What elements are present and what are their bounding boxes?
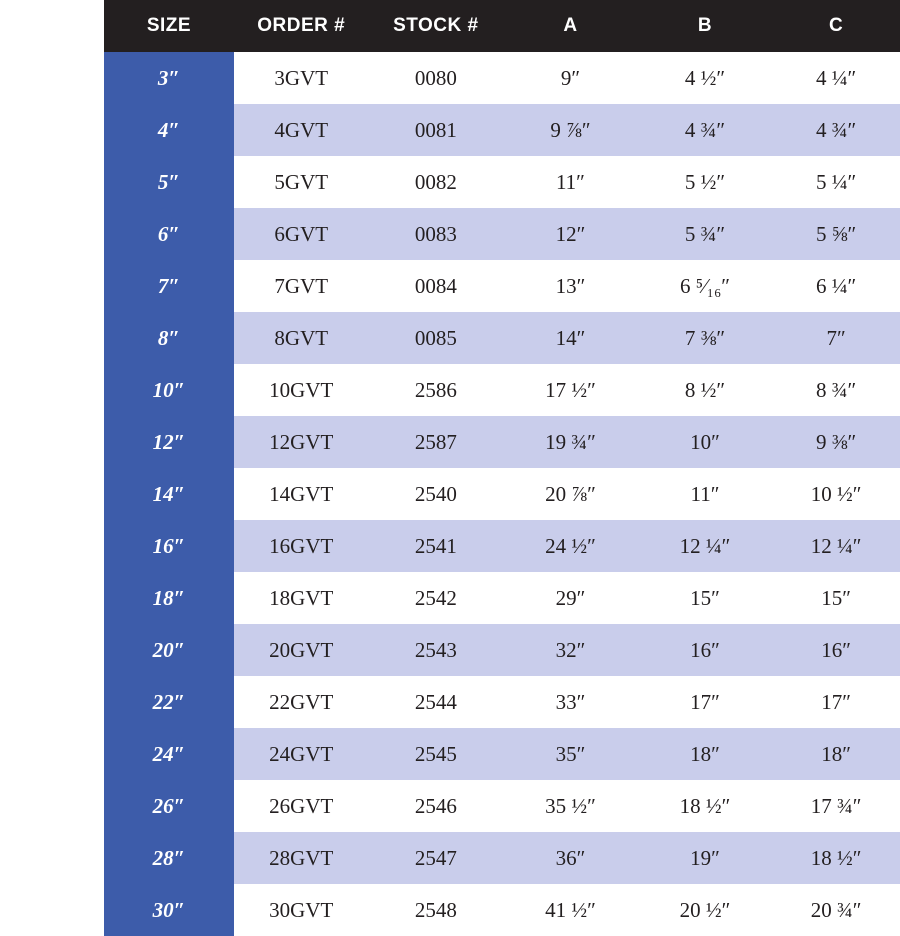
cell-dimension-b: 4 ¾″ xyxy=(638,104,773,156)
cell-stock-number: 0080 xyxy=(369,52,504,104)
cell-dimension-c: 5 ¼″ xyxy=(772,156,900,208)
cell-stock-number: 0085 xyxy=(369,312,504,364)
cell-dimension-a: 35″ xyxy=(503,728,638,780)
cell-size: 8″ xyxy=(104,312,234,364)
cell-dimension-a: 11″ xyxy=(503,156,638,208)
cell-order-number: 22GVT xyxy=(234,676,369,728)
cell-dimension-a: 20 ⅞″ xyxy=(503,468,638,520)
cell-size: 28″ xyxy=(104,832,234,884)
cell-stock-number: 0083 xyxy=(369,208,504,260)
cell-dimension-b: 6 ⁵⁄₁₆″ xyxy=(638,260,773,312)
cell-size: 3″ xyxy=(104,52,234,104)
cell-stock-number: 2587 xyxy=(369,416,504,468)
table-row xyxy=(104,572,900,624)
cell-stock-number: 0082 xyxy=(369,156,504,208)
cell-stock-number: 2540 xyxy=(369,468,504,520)
cell-dimension-b: 4 ½″ xyxy=(638,52,773,104)
cell-dimension-b: 11″ xyxy=(638,468,773,520)
table-row xyxy=(104,624,900,676)
cell-stock-number: 2546 xyxy=(369,780,504,832)
cell-stock-number: 2545 xyxy=(369,728,504,780)
cell-dimension-c: 4 ¾″ xyxy=(772,104,900,156)
cell-order-number: 26GVT xyxy=(234,780,369,832)
cell-dimension-b: 5 ½″ xyxy=(638,156,773,208)
table-row xyxy=(104,728,900,780)
table-row xyxy=(104,468,900,520)
cell-dimension-a: 19 ¾″ xyxy=(503,416,638,468)
cell-dimension-a: 41 ½″ xyxy=(503,884,638,936)
cell-size: 20″ xyxy=(104,624,234,676)
cell-order-number: 14GVT xyxy=(234,468,369,520)
column-header-stock-number: STOCK # xyxy=(369,0,504,52)
table-row xyxy=(104,416,900,468)
table-row xyxy=(104,260,900,312)
table-row xyxy=(104,364,900,416)
cell-dimension-b: 12 ¼″ xyxy=(638,520,773,572)
cell-dimension-b: 7 ⅜″ xyxy=(638,312,773,364)
cell-stock-number: 2586 xyxy=(369,364,504,416)
cell-order-number: 10GVT xyxy=(234,364,369,416)
cell-order-number: 24GVT xyxy=(234,728,369,780)
cell-dimension-a: 12″ xyxy=(503,208,638,260)
cell-dimension-b: 20 ½″ xyxy=(638,884,773,936)
cell-dimension-c: 8 ¾″ xyxy=(772,364,900,416)
cell-dimension-a: 33″ xyxy=(503,676,638,728)
table-row xyxy=(104,520,900,572)
cell-size: 6″ xyxy=(104,208,234,260)
cell-dimension-c: 6 ¼″ xyxy=(772,260,900,312)
cell-dimension-a: 32″ xyxy=(503,624,638,676)
cell-size: 24″ xyxy=(104,728,234,780)
cell-size: 26″ xyxy=(104,780,234,832)
cell-dimension-c: 18 ½″ xyxy=(772,832,900,884)
table-row xyxy=(104,156,900,208)
cell-dimension-c: 17″ xyxy=(772,676,900,728)
table-row xyxy=(104,832,900,884)
cell-dimension-b: 17″ xyxy=(638,676,773,728)
cell-dimension-b: 18″ xyxy=(638,728,773,780)
cell-dimension-c: 17 ¾″ xyxy=(772,780,900,832)
cell-dimension-b: 18 ½″ xyxy=(638,780,773,832)
cell-stock-number: 0084 xyxy=(369,260,504,312)
cell-order-number: 16GVT xyxy=(234,520,369,572)
cell-order-number: 30GVT xyxy=(234,884,369,936)
cell-dimension-c: 7″ xyxy=(772,312,900,364)
cell-stock-number: 2547 xyxy=(369,832,504,884)
cell-dimension-a: 14″ xyxy=(503,312,638,364)
cell-dimension-b: 15″ xyxy=(638,572,773,624)
cell-dimension-b: 8 ½″ xyxy=(638,364,773,416)
table-row xyxy=(104,104,900,156)
column-header-a: A xyxy=(503,0,638,52)
cell-size: 4″ xyxy=(104,104,234,156)
cell-order-number: 8GVT xyxy=(234,312,369,364)
cell-dimension-a: 13″ xyxy=(503,260,638,312)
table-row xyxy=(104,884,900,936)
cell-dimension-a: 24 ½″ xyxy=(503,520,638,572)
cell-size: 14″ xyxy=(104,468,234,520)
table-row xyxy=(104,780,900,832)
column-header-b: B xyxy=(638,0,773,52)
cell-stock-number: 2548 xyxy=(369,884,504,936)
cell-dimension-c: 5 ⅝″ xyxy=(772,208,900,260)
cell-order-number: 7GVT xyxy=(234,260,369,312)
cell-size: 30″ xyxy=(104,884,234,936)
cell-dimension-c: 12 ¼″ xyxy=(772,520,900,572)
cell-dimension-b: 19″ xyxy=(638,832,773,884)
cell-order-number: 20GVT xyxy=(234,624,369,676)
cell-size: 10″ xyxy=(104,364,234,416)
column-header-c: C xyxy=(772,0,900,52)
header-row xyxy=(104,0,900,52)
cell-dimension-b: 10″ xyxy=(638,416,773,468)
cell-dimension-a: 35 ½″ xyxy=(503,780,638,832)
cell-dimension-a: 29″ xyxy=(503,572,638,624)
cell-size: 5″ xyxy=(104,156,234,208)
cell-dimension-c: 16″ xyxy=(772,624,900,676)
cell-order-number: 3GVT xyxy=(234,52,369,104)
cell-size: 18″ xyxy=(104,572,234,624)
cell-dimension-c: 10 ½″ xyxy=(772,468,900,520)
cell-size: 22″ xyxy=(104,676,234,728)
table-row xyxy=(104,208,900,260)
cell-dimension-a: 17 ½″ xyxy=(503,364,638,416)
cell-stock-number: 0081 xyxy=(369,104,504,156)
cell-order-number: 5GVT xyxy=(234,156,369,208)
cell-order-number: 4GVT xyxy=(234,104,369,156)
cell-dimension-a: 9″ xyxy=(503,52,638,104)
cell-order-number: 12GVT xyxy=(234,416,369,468)
table-body xyxy=(104,52,900,936)
cell-size: 7″ xyxy=(104,260,234,312)
cell-order-number: 18GVT xyxy=(234,572,369,624)
cell-dimension-a: 36″ xyxy=(503,832,638,884)
table-row xyxy=(104,312,900,364)
cell-stock-number: 2542 xyxy=(369,572,504,624)
cell-order-number: 6GVT xyxy=(234,208,369,260)
table-row xyxy=(104,52,900,104)
cell-dimension-c: 9 ⅜″ xyxy=(772,416,900,468)
cell-dimension-a: 9 ⅞″ xyxy=(503,104,638,156)
cell-dimension-b: 16″ xyxy=(638,624,773,676)
cell-stock-number: 2541 xyxy=(369,520,504,572)
cell-size: 16″ xyxy=(104,520,234,572)
cell-order-number: 28GVT xyxy=(234,832,369,884)
cell-dimension-c: 4 ¼″ xyxy=(772,52,900,104)
cell-stock-number: 2543 xyxy=(369,624,504,676)
cell-dimension-c: 18″ xyxy=(772,728,900,780)
cell-dimension-c: 15″ xyxy=(772,572,900,624)
column-header-size: SIZE xyxy=(104,0,234,52)
cell-dimension-c: 20 ¾″ xyxy=(772,884,900,936)
table-row xyxy=(104,676,900,728)
cell-dimension-b: 5 ¾″ xyxy=(638,208,773,260)
specification-table xyxy=(104,0,900,936)
cell-stock-number: 2544 xyxy=(369,676,504,728)
cell-size: 12″ xyxy=(104,416,234,468)
column-header-order-number: ORDER # xyxy=(234,0,369,52)
table-header xyxy=(104,0,900,52)
